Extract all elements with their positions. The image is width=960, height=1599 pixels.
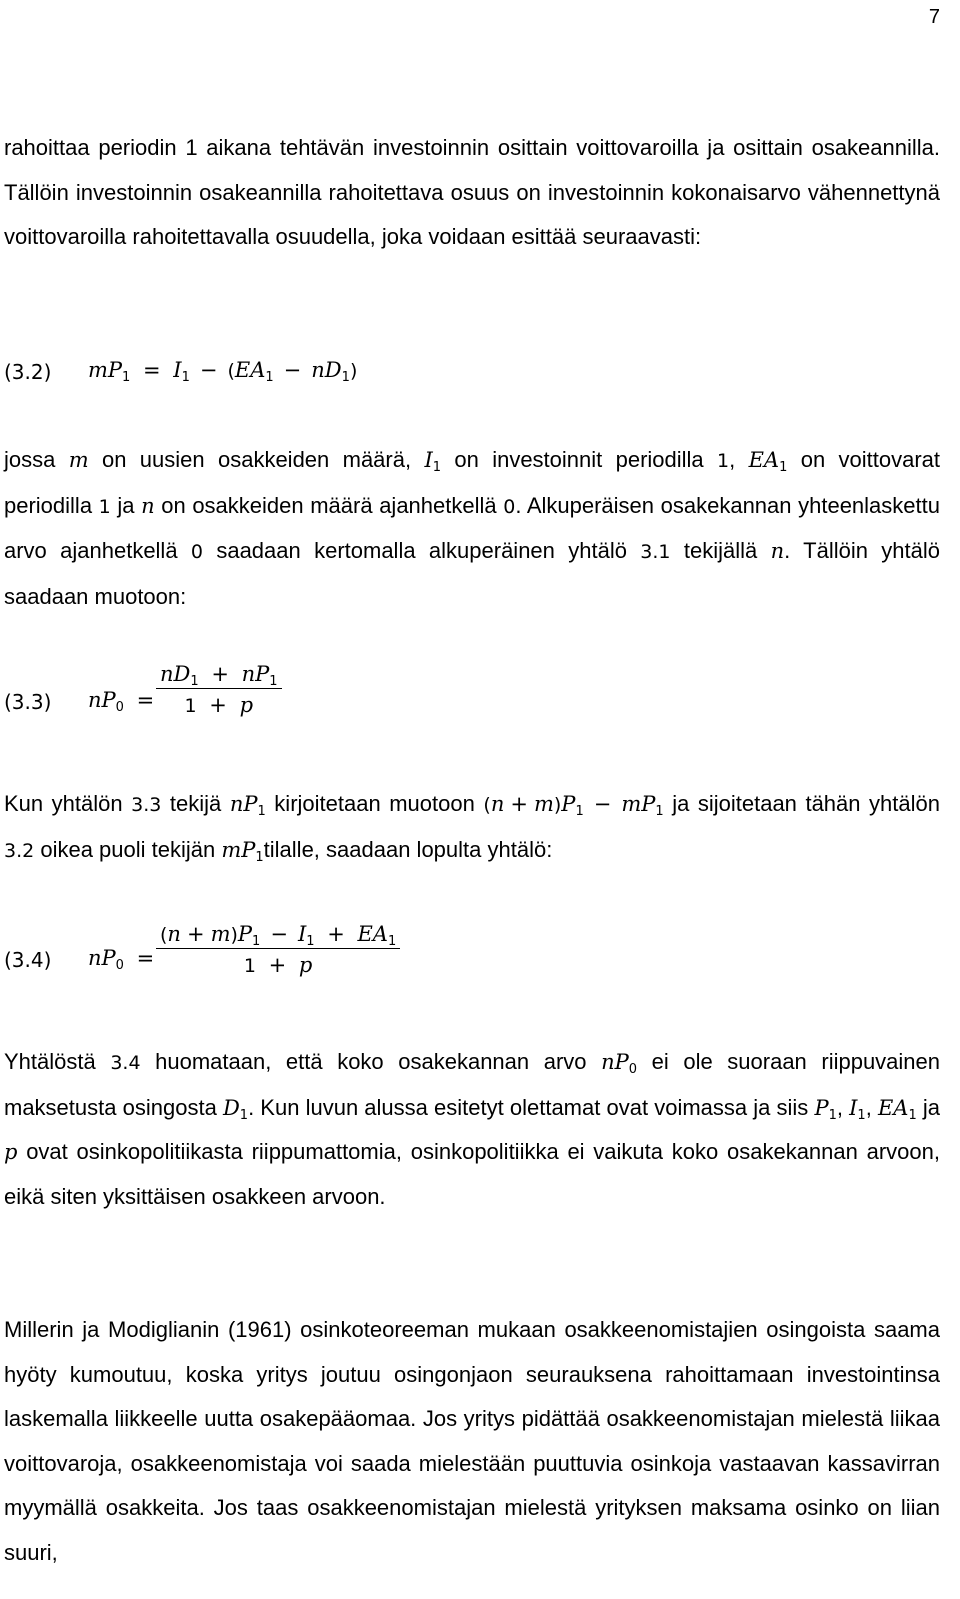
- fraction-numerator: $(n + m)P_1 - I_1 + EA_1$: [156, 922, 400, 949]
- paragraph-intro: rahoittaa periodin 1 aikana tehtävän investoinnin osittain voittovaroilla ja osittain osakeannilla. Tällöin investoinnin osakeannilla rahoitettava osuus on investoinnin kokonaisarvo vähennettynä voittovaroilla rahoitettavalla osuudella, joka voidaan esittää seuraavasti:: [4, 135, 940, 250]
- paragraph-conclusion: Yhtälöstä 3.4 huomataan, että koko osakekannan arvo $nP_0$ ei ole suoraan riippuvainen maksetusta osingosta $D_1$. Kun luvun alussa esitetyt olettamat ovat voimassa ja siis $P_1$, $I_1$, $EA_1$ ja p ovat osinkopolitiikasta riippumattomia, osinkopolitiikka ei vaikuta koko osakekannan arvoon, eikä siten yksittäisen osakkeen arvoon.: [4, 1049, 941, 1209]
- fraction-denominator: 1 + p: [184, 693, 254, 717]
- equation-body: $mP_1 = I_1 - (EA_1 - nD_1)$: [88, 358, 358, 385]
- equation-3-3: [4, 662, 504, 732]
- fraction-denominator: 1 + p: [243, 953, 313, 977]
- paragraph-substitution: Kun yhtälön 3.3 tekijä $nP_1$ kirjoitetaan muotoon $(n + m)P_1 - mP_1$ ja sijoitetaan tähän yhtälön 3.2 oikea puoli tekijän $mP_1tilalle$, saadaan lopulta yhtälö:: [4, 791, 940, 865]
- equation-3-4: [4, 922, 604, 996]
- page-number: 7: [928, 6, 940, 28]
- fraction-numerator: $nD_1 + nP_1$: [156, 662, 282, 689]
- paragraph-definitions: jossa m on uusien osakkeiden määrä, $I_1$ on investoinnit periodilla 1, $EA_1$ on voittovarat periodilla 1 ja n on osakkeiden määrä ajanhetkellä 0. Alkuperäisen osakekannan yhteenlaskettu arvo ajanhetkellä 0 saadaan kertomalla alkuperäinen yhtälö 3.1 tekijällä n. Tällöin yhtälö saadaan muotoon:: [4, 447, 941, 609]
- paragraph-miller-modigliani: Millerin ja Modiglianin (1961) osinkoteoreeman mukaan osakkeenomistajien osingoista saama hyöty kumoutuu, koska yritys joutuu osingonjaon seurauksena rahoittamaan investointinsa laskemalla liikkeelle uutta osakepääomaa. Jos yritys pidättää osakkeenomistajan mielestä liikaa voittovaroja, osakkeenomistaja voi saada mielestään puuttuvia osinkoja vastaavan kassavirran myymällä osakkeita. Jos taas osakkeenomistajan mielestä yrityksen maksama osinko on liian suuri,: [4, 1317, 940, 1565]
- equation-label: (3.3): [4, 690, 52, 714]
- equation-lhs: $nP_0$ =: [88, 946, 155, 973]
- equation-label: (3.4): [4, 948, 52, 972]
- equation-lhs: $nP_0$ =: [88, 688, 155, 715]
- fraction: [156, 662, 282, 717]
- equation-label: (3.2): [4, 360, 52, 384]
- fraction: [156, 922, 400, 977]
- equation-3-2: [4, 350, 504, 420]
